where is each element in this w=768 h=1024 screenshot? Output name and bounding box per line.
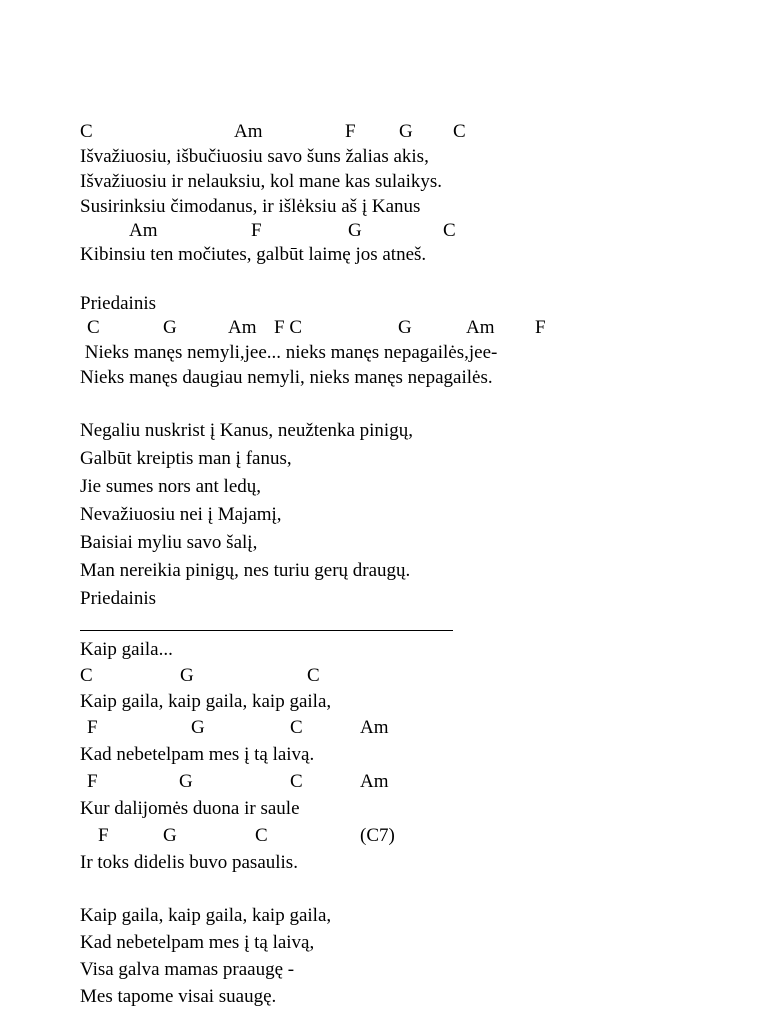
section-title: Kaip gaila... <box>80 639 173 660</box>
chord: C <box>255 825 268 846</box>
lyric-line: Jie sumes nors ant ledų, <box>80 476 262 497</box>
lyric-line: Išvažiuosiu, išbučiuosiu savo šuns žalias akis, <box>80 146 429 167</box>
lyric-line: Kibinsiu ten močiutes, galbūt laimę jos atneš. <box>80 244 427 265</box>
lyric-line: Išvažiuosiu ir nelauksiu, kol mane kas sulaikys. <box>80 171 442 192</box>
lyric-line: Kur dalijomės duona ir saule <box>80 798 300 819</box>
chord: C <box>290 771 303 792</box>
lyric-line: Nieks manęs nemyli,jee... nieks manęs nepagailės,jee- <box>80 342 498 363</box>
lyric-line: Galbūt kreiptis man į fanus, <box>80 448 292 469</box>
chord: G <box>180 665 194 686</box>
chord: F C <box>274 317 302 338</box>
chord: G <box>399 121 413 142</box>
chord: Am <box>360 771 389 792</box>
chord: C <box>80 121 93 142</box>
lyric-line: Kad nebetelpam mes į tą laivą, <box>80 932 315 953</box>
chord: (C7) <box>360 825 395 846</box>
chord: G <box>179 771 193 792</box>
lyric-line: Man nereikia pinigų, nes turiu gerų draugų. <box>80 560 411 581</box>
lyric-line: Kad nebetelpam mes į tą laivą. <box>80 744 315 765</box>
chord: F <box>87 771 98 792</box>
lyric-line: Kaip gaila, kaip gaila, kaip gaila, <box>80 905 332 926</box>
chord: C <box>87 317 100 338</box>
chord: F <box>251 220 262 241</box>
chord: Am <box>129 220 158 241</box>
chord: Am <box>234 121 263 142</box>
chord: Am <box>466 317 495 338</box>
chord: F <box>87 717 98 738</box>
chord: C <box>443 220 456 241</box>
lyric-line: Mes tapome visai suaugę. <box>80 986 277 1007</box>
chord: C <box>307 665 320 686</box>
lyric-line: Kaip gaila, kaip gaila, kaip gaila, <box>80 691 332 712</box>
lyric-line: Nevažiuosiu nei į Majamį, <box>80 504 282 525</box>
chord: G <box>163 825 177 846</box>
lyric-line: Baisiai myliu savo šalį, <box>80 532 258 553</box>
section-label: Priedainis <box>80 293 156 314</box>
chord: F <box>345 121 356 142</box>
chord: G <box>191 717 205 738</box>
chord: F <box>98 825 109 846</box>
chord: G <box>348 220 362 241</box>
lyric-line: Nieks manęs daugiau nemyli, nieks manęs nepagailės. <box>80 367 493 388</box>
divider <box>80 630 453 631</box>
chord: C <box>453 121 466 142</box>
chord: C <box>290 717 303 738</box>
lyric-line: Negaliu nuskrist į Kanus, neužtenka pinigų, <box>80 420 413 441</box>
lyric-line: Ir toks didelis buvo pasaulis. <box>80 852 298 873</box>
chord: F <box>535 317 546 338</box>
chord: G <box>398 317 412 338</box>
chord: C <box>80 665 93 686</box>
chord: Am <box>360 717 389 738</box>
chord: G <box>163 317 177 338</box>
lyric-line: Susirinksiu čimodanus, ir išlėksiu aš į Kanus <box>80 196 421 217</box>
lyric-line: Visa galva mamas praaugę - <box>80 959 295 980</box>
section-label: Priedainis <box>80 588 156 609</box>
chord: Am <box>228 317 257 338</box>
